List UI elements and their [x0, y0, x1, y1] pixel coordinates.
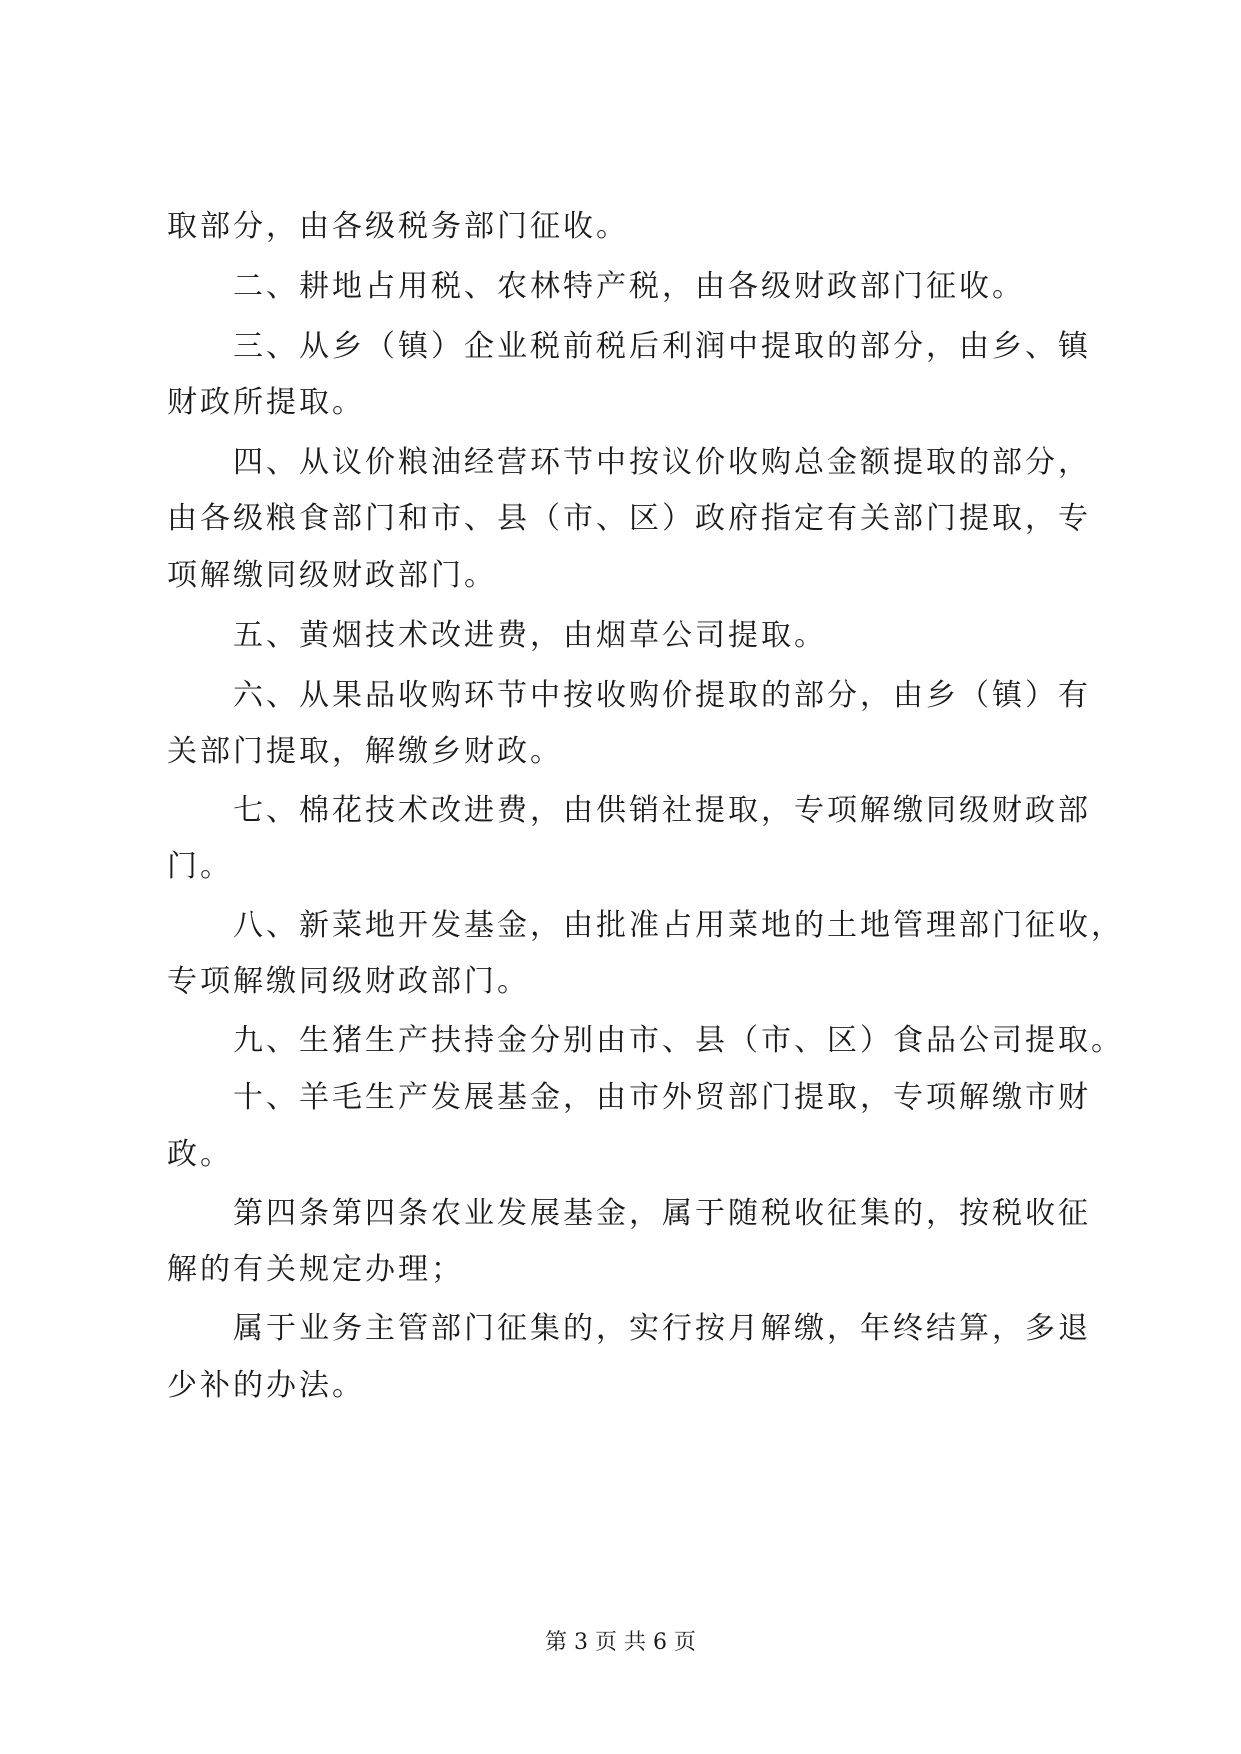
text-line: 财政所提取。: [167, 385, 365, 420]
paragraph-item-10: 十、羊毛生产发展基金，由市外贸部门提取，专项解缴市财: [233, 1080, 1091, 1115]
paragraph-business-dept: 属于业务主管部门征集的，实行按月解缴，年终结算，多退: [233, 1311, 1091, 1346]
paragraph-item-6: 六、从果品收购环节中按收购价提取的部分，由乡（镇）有: [233, 678, 1091, 713]
paragraph-item-5: 五、黄烟技术改进费，由烟草公司提取。: [233, 618, 827, 653]
text-line: 关部门提取，解缴乡财政。: [167, 734, 563, 769]
paragraph-item-3: 三、从乡（镇）企业税前税后利润中提取的部分，由乡、镇: [233, 329, 1091, 364]
paragraph-item-9: 九、生猪生产扶持金分别由市、县（市、区）食品公司提取。: [233, 1023, 1124, 1058]
paragraph-item-2: 二、耕地占用税、农林特产税，由各级财政部门征收。: [233, 269, 1025, 304]
text-line: 专项解缴同级财政部门。: [167, 964, 530, 999]
text-line: 少补的办法。: [167, 1368, 365, 1403]
text-line: 由各级粮食部门和市、县（市、区）政府指定有关部门提取，专: [167, 501, 1091, 536]
paragraph-item-7: 七、棉花技术改进费，由供销社提取，专项解缴同级财政部: [233, 793, 1091, 828]
text-line: 门。: [167, 849, 233, 884]
paragraph-article-4: 第四条第四条农业发展基金，属于随税收征集的，按税收征: [233, 1196, 1091, 1231]
text-line: 政。: [167, 1137, 233, 1172]
text-line: 项解缴同级财政部门。: [167, 558, 497, 593]
text-line: 解的有关规定办理；: [167, 1252, 464, 1287]
paragraph-item-8: 八、新菜地开发基金，由批准占用菜地的土地管理部门征收，: [233, 908, 1124, 943]
text-line: 取部分，由各级税务部门征收。: [167, 209, 629, 244]
page-footer: 第 3 页 共 6 页: [545, 1630, 696, 1655]
paragraph-item-4: 四、从议价粮油经营环节中按议价收购总金额提取的部分，: [233, 445, 1091, 480]
